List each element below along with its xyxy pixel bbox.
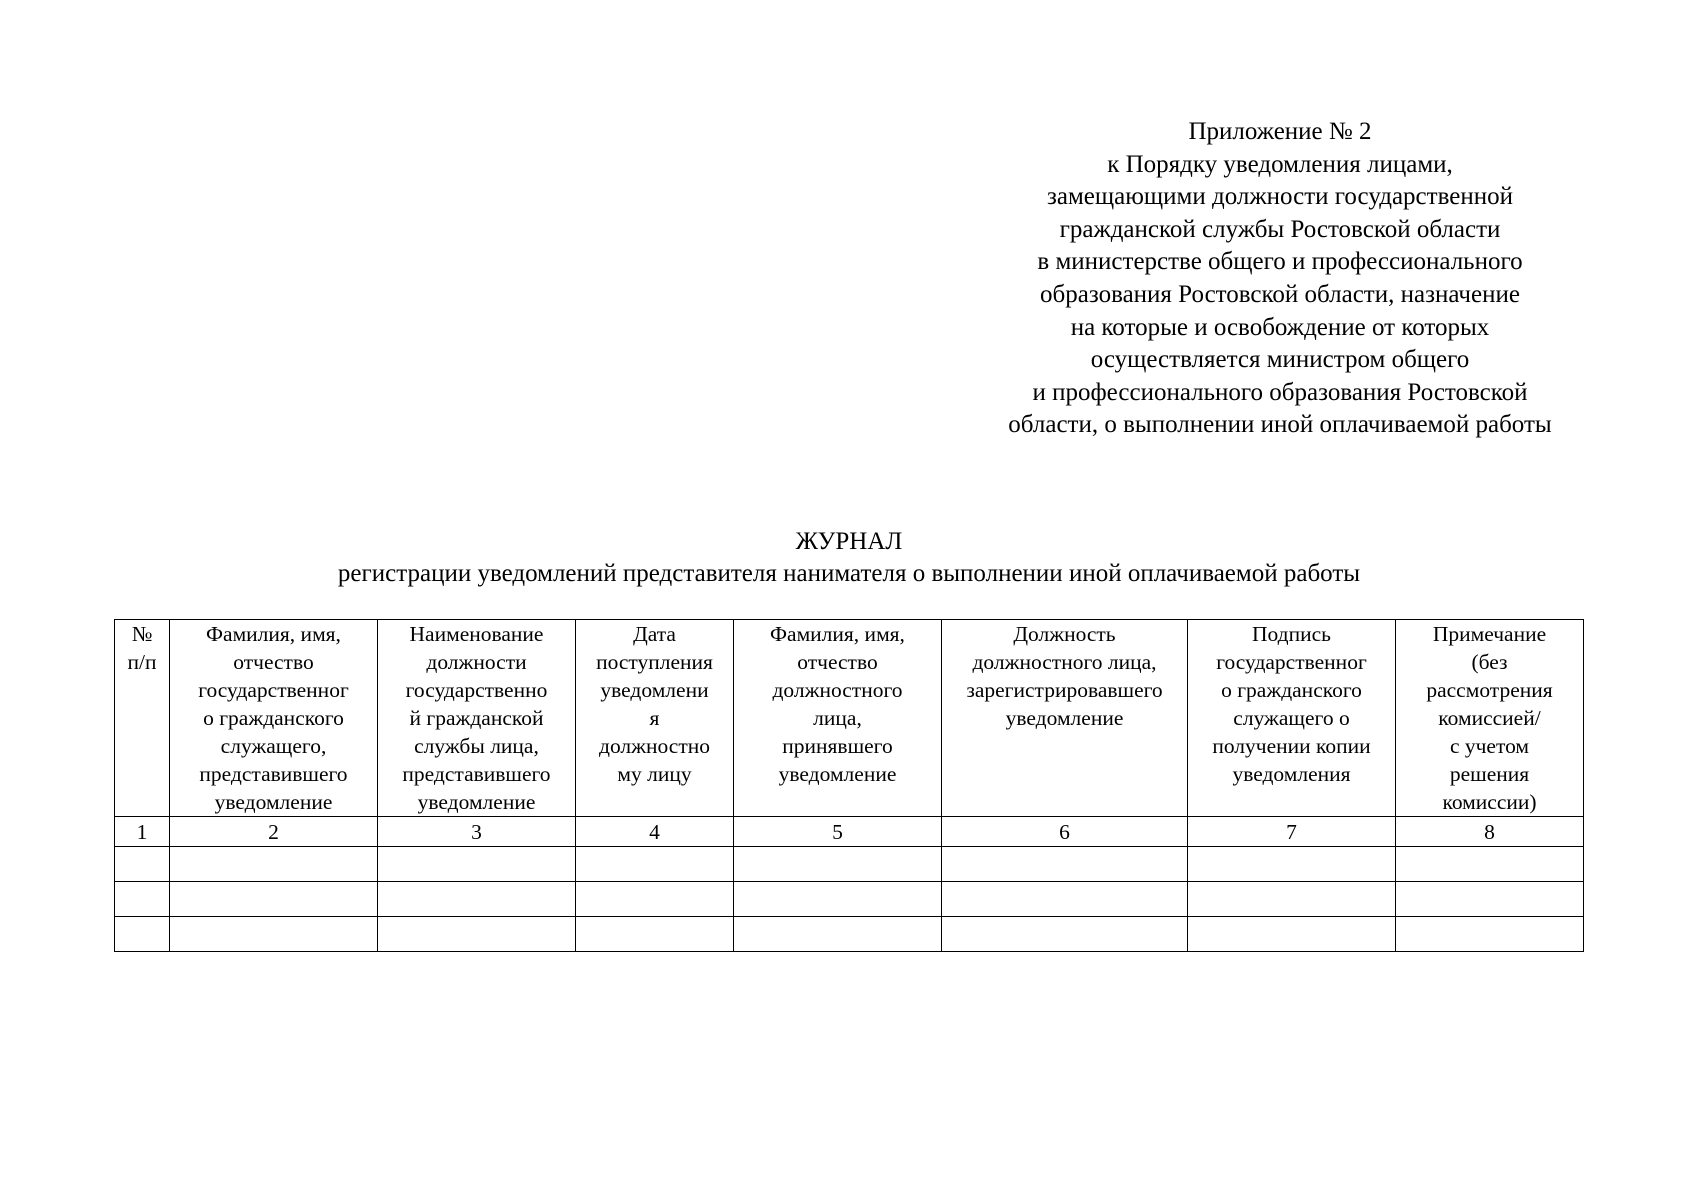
table-cell [115,917,170,952]
table-row [115,882,1584,917]
table-cell [576,917,734,952]
table-cell [734,917,942,952]
appendix-line-10: области, о выполнении иной оплачиваемой работы [1008,411,1552,439]
header-label: Примечание (без рассмотрения комиссией/ с учетом решения комиссии) [1426,622,1553,814]
appendix-line-4: гражданской службы Ростовской области [1059,215,1501,243]
table-header-row [115,620,1584,817]
table-cell [170,847,378,882]
column-number-cell: 5 [734,817,942,847]
header-cell-number [115,620,170,817]
table-cell [942,882,1188,917]
column-number-cell: 4 [576,817,734,847]
column-number-row [115,817,1584,847]
journal-heading [0,526,1698,590]
appendix-line-3: замещающими должности государственной [1047,183,1513,211]
column-number-cell: 3 [378,817,576,847]
table-cell [378,847,576,882]
table-cell [170,882,378,917]
header-cell-receipt-date [576,620,734,817]
column-number-cell: 7 [1188,817,1396,847]
table-cell [115,847,170,882]
appendix-line-9: и профессионального образования Ростовской [1032,378,1528,406]
column-number-cell: 1 [115,817,170,847]
header-label: Дата поступления уведомлени я должностно му лицу [596,622,713,786]
table-row [115,847,1584,882]
header-cell-note [1396,620,1584,817]
table-cell [1188,882,1396,917]
table-cell [1188,847,1396,882]
appendix-line-8: осуществляется министром общего [1090,346,1470,374]
header-label: Наименование должности государственно й гражданской службы лица, представившего уведомление [402,622,551,814]
table-cell [576,882,734,917]
column-number-cell: 8 [1396,817,1584,847]
table-cell [115,882,170,917]
appendix-line-1: Приложение № 2 [1188,118,1372,145]
column-number-cell: 2 [170,817,378,847]
table-cell [1396,847,1584,882]
table-cell [1396,917,1584,952]
table-row [115,917,1584,952]
journal-subtitle: регистрации уведомлений представителя нанимателя о выполнении иной оплачиваемой работы [337,560,1361,587]
table-cell [1188,917,1396,952]
table-cell [378,882,576,917]
header-cell-employee-name [170,620,378,817]
table-cell [170,917,378,952]
appendix-block [960,116,1600,442]
table-cell [378,917,576,952]
appendix-line-2: к Порядку уведомления лицами, [1107,150,1453,178]
header-label: Фамилия, имя, отчество должностного лица, принявшего уведомление [770,622,905,786]
header-label: Фамилия, имя, отчество государственног о гражданского служащего, представившего уведомление [198,622,349,814]
appendix-line-5: в министерстве общего и профессионального [1037,248,1523,276]
header-label: № п/п [127,622,157,674]
column-number-cell: 6 [942,817,1188,847]
header-label: Подпись государственног о гражданского служащего о получении копии уведомления [1212,622,1371,786]
header-label: Должность должностного лица, зарегистрировавшего уведомление [966,622,1163,730]
table-cell [942,917,1188,952]
table-cell [1396,882,1584,917]
table-cell [942,847,1188,882]
appendix-line-7: на которые и освобождение от которых [1070,313,1490,341]
journal-title: ЖУРНАЛ [795,528,903,555]
table-cell [576,847,734,882]
header-cell-official-position [942,620,1188,817]
table-cell [734,847,942,882]
header-cell-official-name [734,620,942,817]
journal-table [114,619,1584,952]
table-cell [734,882,942,917]
header-cell-signature [1188,620,1396,817]
header-cell-position [378,620,576,817]
appendix-line-6: образования Ростовской области, назначение [1040,280,1520,308]
